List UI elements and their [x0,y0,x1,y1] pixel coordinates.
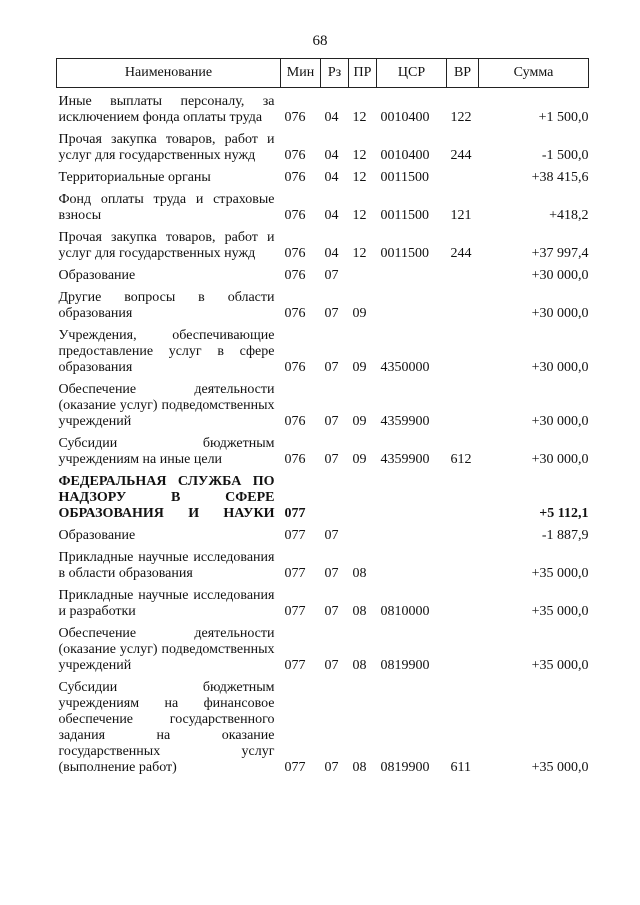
cell-pr [349,262,377,284]
cell-name: Образование [58,268,136,283]
cell-rz [321,468,349,522]
cell-sum: +37 997,4 [531,246,589,261]
header-csr: ЦСР [377,59,447,88]
cell-name: Субсидии бюджетным учреждениям на иные цели [58,436,275,467]
cell-vr: 122 [450,110,472,125]
cell-rz: 07 [324,452,339,467]
cell-vr [447,262,479,284]
cell-name: Образование [58,528,136,543]
cell-pr [349,468,377,522]
cell-vr: 244 [450,148,472,163]
header-pr: ПР [349,59,377,88]
table-row [57,186,589,224]
cell-sum: -1 500,0 [541,148,589,163]
cell-rz: 07 [324,604,339,619]
cell-rz: 07 [324,306,339,321]
cell-min: 076 [284,148,306,163]
cell-sum: +35 000,0 [531,760,589,775]
cell-min: 076 [284,414,306,429]
cell-pr: 12 [352,170,367,185]
cell-vr [447,322,479,376]
cell-rz: 04 [324,110,339,125]
cell-csr [377,522,447,544]
cell-min: 076 [284,268,306,283]
cell-pr: 08 [352,604,367,619]
cell-vr: 244 [450,246,472,261]
cell-rz: 04 [324,208,339,223]
cell-sum: +35 000,0 [531,658,589,673]
cell-csr: 0011500 [380,208,429,223]
page-number: 68 [312,33,328,49]
header-min: Мин [281,59,321,88]
table-row [57,224,589,262]
cell-min: 076 [284,110,306,125]
cell-name: Субсидии бюджетным учреждениям на финансовое обеспечение государственного задания на оказание государственных услуг (выполнение работ) [58,680,275,775]
cell-sum: -1 887,9 [541,528,589,543]
table-row [57,284,589,322]
cell-name: Обеспечение деятельности (оказание услуг) подведомственных учреждений [58,626,275,673]
cell-csr [377,284,447,322]
cell-min: 076 [284,170,306,185]
cell-min: 077 [284,566,306,581]
cell-name: Обеспечение деятельности (оказание услуг) подведомственных учреждений [58,382,275,429]
cell-name: Прочая закупка товаров, работ и услуг для государственных нужд [58,132,275,163]
cell-name: Прикладные научные исследования и разработки [58,588,275,619]
cell-pr: 09 [352,452,367,467]
cell-rz: 04 [324,148,339,163]
table-row [57,544,589,582]
table-row [57,582,589,620]
cell-min: 077 [284,506,306,521]
table-row [57,376,589,430]
cell-vr [447,284,479,322]
cell-sum: +35 000,0 [531,604,589,619]
table-row [57,262,589,284]
cell-pr: 08 [352,566,367,581]
cell-name: Учреждения, обеспечивающие предоставление услуг в сфере образования [58,328,275,375]
cell-sum: +38 415,6 [531,170,589,185]
cell-rz: 07 [324,760,339,775]
table-row [57,468,589,522]
cell-vr: 612 [450,452,472,467]
cell-sum: +30 000,0 [531,268,589,283]
cell-rz: 07 [324,566,339,581]
cell-name: Фонд оплаты труда и страховые взносы [58,192,275,223]
cell-vr [447,544,479,582]
cell-sum: +5 112,1 [539,506,589,521]
cell-min: 077 [284,604,306,619]
cell-vr [447,522,479,544]
cell-name: Прочая закупка товаров, работ и услуг для государственных нужд [58,230,275,261]
cell-name: Территориальные органы [58,170,211,185]
header-sum: Сумма [479,59,589,88]
table-row [57,522,589,544]
cell-csr [377,544,447,582]
cell-csr: 0819900 [380,760,430,775]
cell-min: 077 [284,658,306,673]
cell-sum: +418,2 [549,208,589,223]
cell-vr [447,582,479,620]
table-row [57,430,589,468]
cell-sum: +30 000,0 [531,306,589,321]
cell-pr: 12 [352,110,367,125]
cell-rz: 07 [324,528,339,543]
cell-rz: 07 [324,268,339,283]
cell-csr: 4359900 [380,452,430,467]
cell-pr: 12 [352,148,367,163]
table-row [57,620,589,674]
cell-name: Иные выплаты персоналу, за исключением фонда оплаты труда [58,94,275,125]
cell-min: 076 [284,208,306,223]
table-body [57,88,589,777]
cell-pr: 08 [352,658,367,673]
cell-vr [447,468,479,522]
table-row [57,88,589,127]
cell-csr [377,468,447,522]
cell-sum: +30 000,0 [531,360,589,375]
cell-csr: 0810000 [380,604,430,619]
cell-csr: 0010400 [380,148,430,163]
cell-rz: 07 [324,360,339,375]
cell-sum: +30 000,0 [531,414,589,429]
cell-vr [447,620,479,674]
budget-table [56,58,589,776]
table-row [57,126,589,164]
cell-rz: 07 [324,414,339,429]
cell-rz: 07 [324,658,339,673]
cell-vr [447,164,479,186]
cell-pr: 09 [352,306,367,321]
cell-pr: 09 [352,360,367,375]
cell-min: 077 [284,760,306,775]
cell-csr: 0010400 [380,110,430,125]
header-name: Наименование [57,59,281,88]
cell-csr: 4359900 [380,414,430,429]
cell-min: 076 [284,452,306,467]
cell-csr: 0011500 [380,170,429,185]
cell-min: 076 [284,360,306,375]
cell-pr [349,522,377,544]
cell-min: 076 [284,246,306,261]
table-row [57,322,589,376]
cell-csr: 0819900 [380,658,430,673]
cell-vr: 611 [450,760,471,775]
cell-vr [447,376,479,430]
cell-min: 076 [284,306,306,321]
cell-vr: 121 [450,208,472,223]
cell-rz: 04 [324,170,339,185]
cell-name: Другие вопросы в области образования [58,290,275,321]
cell-csr [377,262,447,284]
cell-sum: +1 500,0 [538,110,589,125]
cell-pr: 09 [352,414,367,429]
table-header-row [57,59,589,88]
cell-sum: +30 000,0 [531,452,589,467]
cell-csr: 0011500 [380,246,429,261]
header-vr: ВР [447,59,479,88]
cell-pr: 08 [352,760,367,775]
table-row [57,164,589,186]
table-row [57,674,589,776]
cell-pr: 12 [352,208,367,223]
cell-pr: 12 [352,246,367,261]
cell-csr: 4350000 [380,360,430,375]
cell-rz: 04 [324,246,339,261]
cell-sum: +35 000,0 [531,566,589,581]
cell-min: 077 [284,528,306,543]
header-rz: Рз [321,59,349,88]
cell-name: ФЕДЕРАЛЬНАЯ СЛУЖБА ПО НАДЗОРУ В СФЕРЕ ОБРАЗОВАНИЯ И НАУКИ [58,474,275,521]
cell-name: Прикладные научные исследования в области образования [58,550,275,581]
